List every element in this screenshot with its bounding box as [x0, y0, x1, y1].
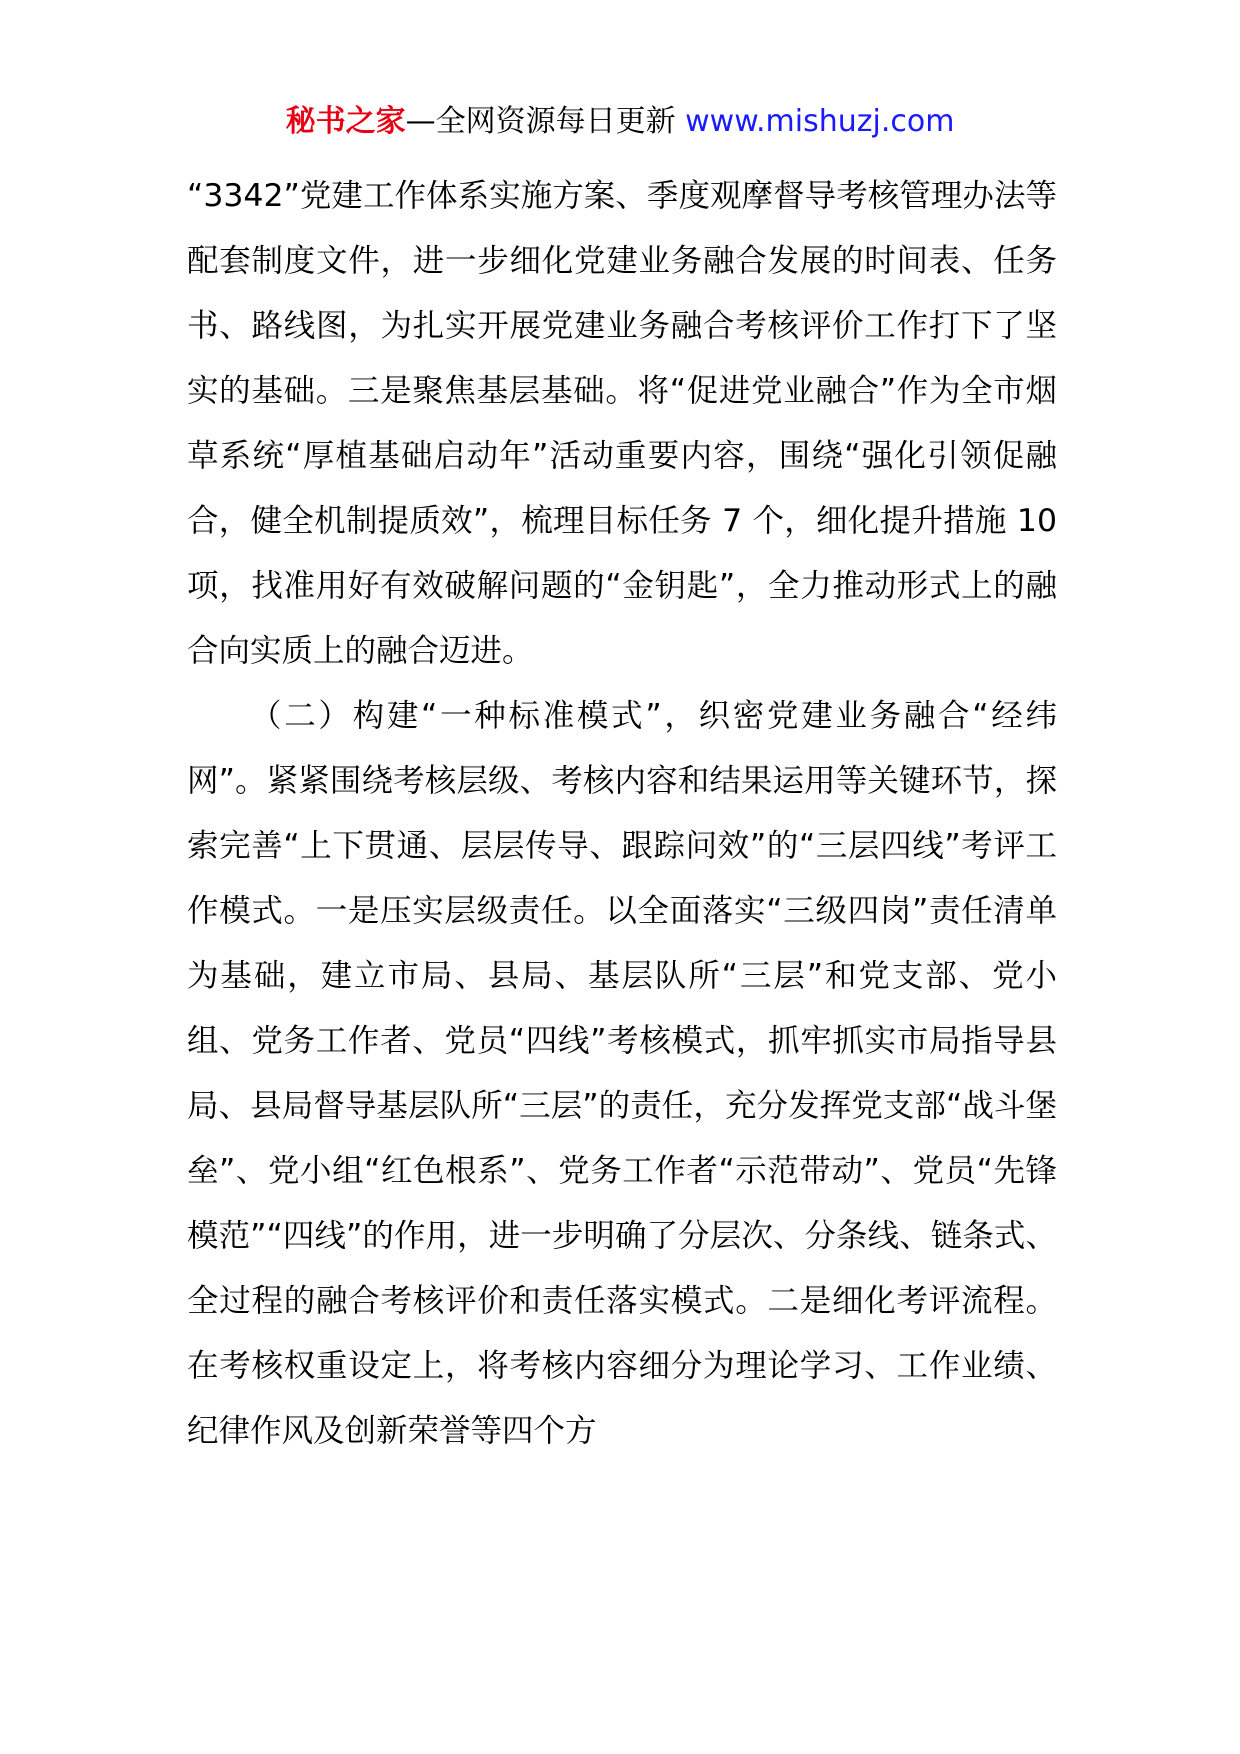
paragraph-section-two: （二）构建“一种标准模式”，织密党建业务融合“经纬网”。紧紧围绕考核层级、考核内容和结果运用等关键环节，探索完善“上下贯通、层层传导、跟踪问效”的“三层四线”考评工作模式。一是压实层级责任。以全面落实“三级四岗”责任清单为基础，建立市局、县局、基层队所“三层”和党支部、党小组、党务工作者、党员“四线”考核模式，抓牢抓实市局指导县局、县局督导基层队所“三层”的责任，充分发挥党支部“战斗堡垒”、党小组“红色根系”、党务工作者“示范带动”、党员“先锋模范”“四线”的作用，进一步明确了分层次、分条线、链条式、全过程的融合考核评价和责任落实模式。二是细化考评流程。在考核权重设定上，将考核内容细分为理论学习、工作业绩、纪律作风及创新荣誉等四个方	[187, 698, 1057, 1449]
header-site-link[interactable]: www.mishuzj.com	[685, 104, 955, 139]
paragraph-continued: “3342”党建工作体系实施方案、季度观摩督导考核管理办法等配套制度文件，进一步细化党建业务融合发展的时间表、任务书、路线图，为扎实开展党建业务融合考核评价工作打下了坚实的基础。三是聚焦基层基础。将“促进党业融合”作为全市烟草系统“厚植基础启动年”活动重要内容，围绕“强化引领促融合，健全机制提质效”，梳理目标任务 7 个，细化提升措施 10 项，找准用好有效破解问题的“金钥匙”，全力推动形式上的融合向实质上的融合迈进。	[187, 178, 1057, 669]
header-brand: 秘书之家	[285, 104, 406, 139]
page-header	[0, 100, 1240, 144]
header-tagline: —全网资源每日更新	[405, 104, 676, 139]
document-body	[187, 164, 1057, 1464]
